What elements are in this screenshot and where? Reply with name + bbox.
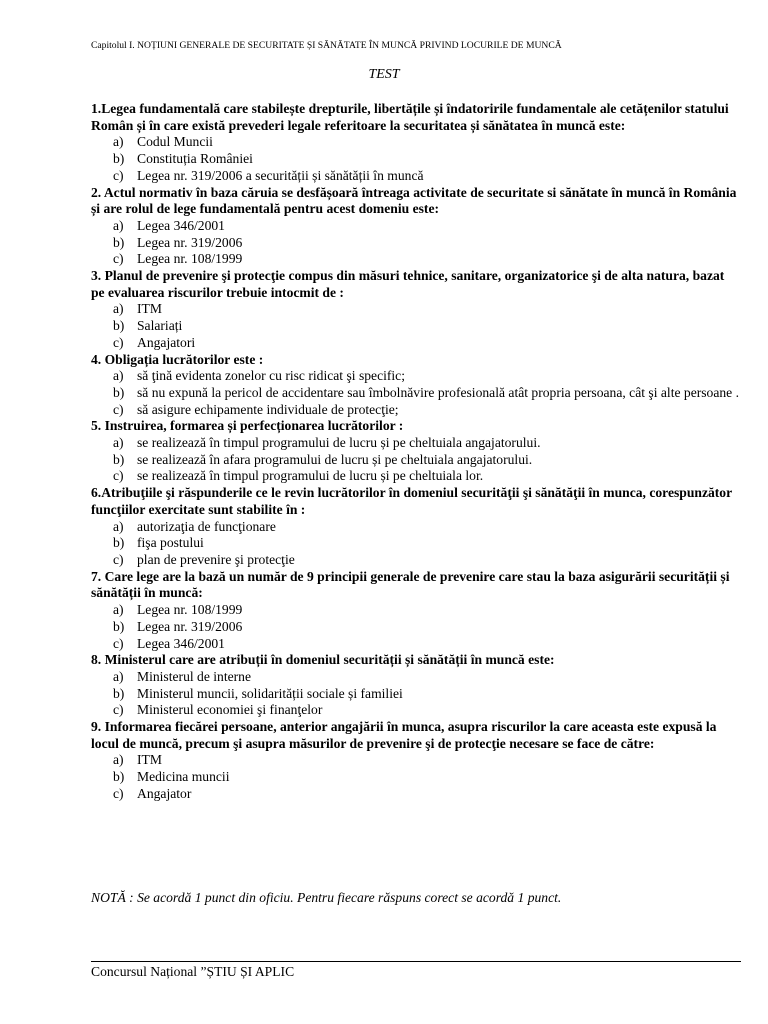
option-letter: b) bbox=[113, 234, 125, 250]
option-text: se realizează în timpul programului de lucru și pe cheltuiala angajatorului. bbox=[137, 435, 541, 451]
option bbox=[91, 368, 741, 385]
option-text: Ministerul muncii, solidarității sociale și familiei bbox=[137, 685, 403, 701]
option bbox=[91, 452, 741, 469]
option-text: Ministerul economiei şi finanţelor bbox=[137, 702, 323, 718]
option-text: să nu expună la pericol de accidentare sau îmbolnăvire profesională atât propria persoana, cât şi alte persoane . bbox=[137, 384, 740, 400]
question bbox=[91, 268, 741, 352]
question-text: 4. Obligația lucrătorilor este : bbox=[91, 351, 264, 367]
option-text: Salariați bbox=[137, 318, 183, 334]
option-letter: c) bbox=[113, 551, 124, 567]
question bbox=[91, 485, 741, 569]
question bbox=[91, 101, 741, 185]
option bbox=[91, 702, 741, 719]
option bbox=[91, 218, 741, 235]
questions-list bbox=[91, 101, 741, 803]
options-list bbox=[91, 752, 741, 802]
option bbox=[91, 402, 741, 419]
option-text: să ţină evidenta zonelor cu risc ridicat şi specific; bbox=[137, 368, 405, 384]
option-letter: a) bbox=[113, 518, 124, 534]
option-letter: a) bbox=[113, 368, 124, 384]
option-text: Legea 346/2001 bbox=[137, 635, 225, 651]
option-letter: c) bbox=[113, 702, 124, 718]
option-letter: b) bbox=[113, 769, 125, 785]
question bbox=[91, 418, 741, 485]
option bbox=[91, 468, 741, 485]
option bbox=[91, 602, 741, 619]
option-letter: c) bbox=[113, 167, 124, 183]
option-text: Codul Muncii bbox=[137, 134, 213, 150]
option bbox=[91, 552, 741, 569]
option-text: Legea nr. 319/2006 bbox=[137, 234, 243, 250]
option-text: autorizaţia de funcţionare bbox=[137, 518, 276, 534]
option-letter: b) bbox=[113, 618, 125, 634]
option bbox=[91, 235, 741, 252]
option-text: Legea nr. 108/1999 bbox=[137, 251, 243, 267]
option-text: se realizează în afara programului de lucru și pe cheltuiala angajatorului. bbox=[137, 451, 533, 467]
option-text: ITM bbox=[137, 301, 162, 317]
option-letter: c) bbox=[113, 785, 124, 801]
option-text: Legea nr. 319/2006 a securității și sănătății în muncă bbox=[137, 167, 424, 183]
option bbox=[91, 385, 741, 402]
option bbox=[91, 752, 741, 769]
option-letter: b) bbox=[113, 318, 125, 334]
question bbox=[91, 185, 741, 269]
option bbox=[91, 301, 741, 318]
question-text: 9. Informarea fiecărei persoane, anterior angajării în munca, asupra riscurilor la care aceasta este expusă la locul de muncă, precum şi asupra măsurilor de prevenire şi de protecţie necesare se face de către: bbox=[91, 719, 717, 751]
options-list bbox=[91, 669, 741, 719]
option bbox=[91, 151, 741, 168]
option-letter: c) bbox=[113, 251, 124, 267]
option bbox=[91, 636, 741, 653]
question-text: 5. Instruirea, formarea și perfecționarea lucrătorilor : bbox=[91, 418, 404, 434]
option-text: Constituția României bbox=[137, 151, 253, 167]
question-text: 7. Care lege are la bază un număr de 9 principii generale de prevenire care stau la baza asigurării securității și sănătății în muncă: bbox=[91, 568, 730, 601]
option-text: plan de prevenire şi protecţie bbox=[137, 551, 295, 567]
page-footer: Concursul Național ”ȘTIU ȘI APLIC bbox=[91, 964, 295, 979]
options-list bbox=[91, 602, 741, 652]
option-text: Medicina muncii bbox=[137, 769, 230, 785]
question bbox=[91, 569, 741, 653]
question-text: 8. Ministerul care are atribuții în domeniul securității și sănătății în muncă este: bbox=[91, 652, 555, 668]
option bbox=[91, 168, 741, 185]
options-list bbox=[91, 218, 741, 268]
option-letter: a) bbox=[113, 301, 124, 317]
option-text: fişa postului bbox=[137, 535, 204, 551]
option bbox=[91, 251, 741, 268]
question-text: 6.Atribuţiile şi răspunderile ce le revin lucrătorilor în domeniul securităţii şi sănătăţii în munca, corespunzător funcţiilor exercitate sunt stabilite în : bbox=[91, 485, 732, 517]
option bbox=[91, 619, 741, 636]
option-text: Legea nr. 319/2006 bbox=[137, 618, 243, 634]
option-letter: a) bbox=[113, 435, 124, 451]
question bbox=[91, 352, 741, 419]
option bbox=[91, 134, 741, 151]
scoring-note: NOTĂ : Se acordă 1 punct din oficiu. Pentru fiecare răspuns corect se acordă 1 punct. bbox=[91, 890, 562, 905]
option-letter: b) bbox=[113, 535, 125, 551]
option-letter: b) bbox=[113, 685, 125, 701]
option-text: Angajatori bbox=[137, 334, 196, 350]
option-letter: b) bbox=[113, 151, 125, 167]
option-text: să asigure echipamente individuale de protecţie; bbox=[137, 401, 399, 417]
option-letter: c) bbox=[113, 468, 124, 484]
question bbox=[91, 719, 741, 803]
option-text: se realizează în timpul programului de lucru și pe cheltuiala lor. bbox=[137, 468, 484, 484]
option-text: ITM bbox=[137, 752, 162, 768]
option bbox=[91, 786, 741, 803]
option bbox=[91, 435, 741, 452]
option bbox=[91, 769, 741, 786]
option-letter: c) bbox=[113, 635, 124, 651]
option-letter: a) bbox=[113, 217, 124, 233]
option-letter: b) bbox=[113, 451, 125, 467]
option-letter: c) bbox=[113, 401, 124, 417]
option bbox=[91, 686, 741, 703]
option bbox=[91, 519, 741, 536]
footer-divider bbox=[91, 961, 741, 962]
option-text: Ministerul de interne bbox=[137, 668, 252, 684]
option-letter: b) bbox=[113, 384, 125, 400]
option-text: Legea nr. 108/1999 bbox=[137, 602, 243, 618]
options-list bbox=[91, 519, 741, 569]
options-list bbox=[91, 368, 741, 418]
option bbox=[91, 669, 741, 686]
question-text: 1.Legea fundamentală care stabilește drepturile, libertățile și îndatoririle fundamentale ale cetățenilor statului Român și în care există prevederi legale referitoare la securitatea și sănătatea în muncă este: bbox=[91, 101, 729, 133]
option-letter: a) bbox=[113, 134, 124, 150]
question bbox=[91, 652, 741, 719]
chapter-header: Capitolul I. NOȚIUNI GENERALE DE SECURITATE ȘI SĂNĂTATE ÎN MUNCĂ PRIVIND LOCURILE DE MUNCĂ bbox=[91, 40, 562, 51]
question-text: 2. Actul normativ în baza căruia se desfășoară întreaga activitate de securitate si sănătate în muncă în România și are rolul de lege fundamentală pentru acest domeniu este: bbox=[91, 184, 737, 217]
option bbox=[91, 318, 741, 335]
option-letter: a) bbox=[113, 752, 124, 768]
options-list bbox=[91, 134, 741, 184]
options-list bbox=[91, 301, 741, 351]
test-title: TEST bbox=[368, 67, 400, 82]
option-letter: a) bbox=[113, 668, 124, 684]
option-letter: a) bbox=[113, 602, 124, 618]
option-letter: c) bbox=[113, 334, 124, 350]
option-text: Angajator bbox=[137, 785, 192, 801]
options-list bbox=[91, 435, 741, 485]
option bbox=[91, 535, 741, 552]
option-text: Legea 346/2001 bbox=[137, 217, 225, 233]
question-text: 3. Planul de prevenire şi protecţie compus din măsuri tehnice, sanitare, organizatorice şi de alta natura, bazat pe evaluarea riscurilor trebuie intocmit de : bbox=[91, 268, 725, 300]
option bbox=[91, 335, 741, 352]
